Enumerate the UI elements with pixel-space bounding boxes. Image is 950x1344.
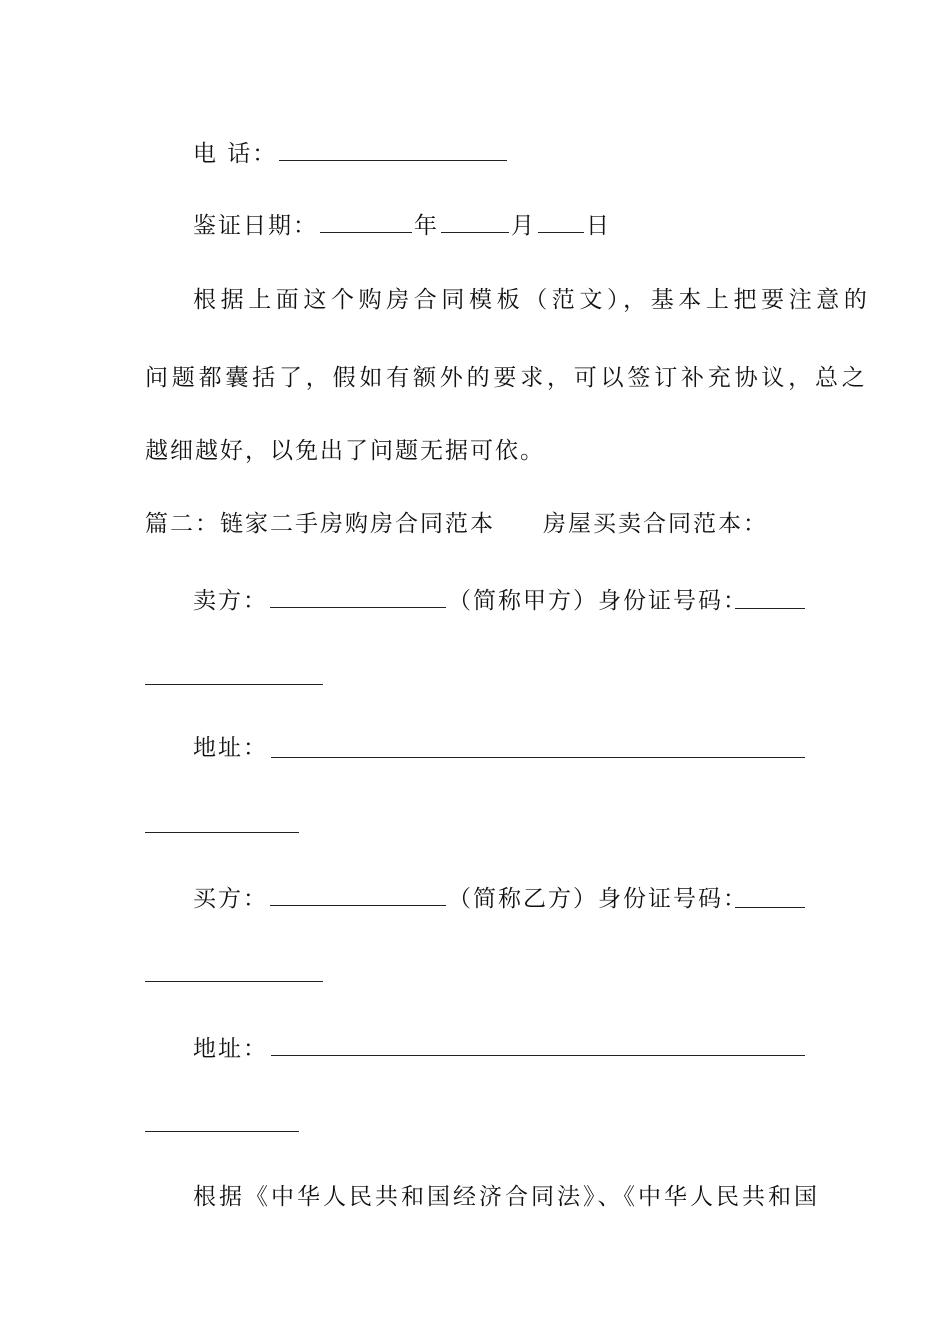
section2-subtitle: 房屋买卖合同范本： [543,511,768,537]
month-label: 月 [511,213,536,239]
verify-date-label: 鉴证日期： [193,213,318,239]
seller-address-blank-cont [145,832,299,833]
buyer-label: 买方： [193,886,268,912]
seller-address-blank [271,757,805,758]
day-blank [538,210,584,233]
buyer-address-blank-cont [145,1131,299,1132]
seller-line [193,585,748,616]
paragraph1-line1: 根据上面这个购房合同模板（范文），基本上把要注意的 [193,287,872,313]
phone-blank [279,138,507,161]
buyer-address-line [193,1034,268,1064]
phone-label: 电 话： [193,141,278,167]
seller-id-blank [735,608,805,609]
buyer-address-blank [271,1055,805,1056]
seller-id-blank-cont [145,684,323,685]
buyer-id-blank-cont [145,981,323,982]
buyer-id-blank [735,907,805,908]
seller-abbr: （简称甲方）身份证号码： [448,588,748,614]
paragraph1-line2: 问题都囊括了，假如有额外的要求，可以签订补充协议，总之 [145,365,869,391]
buyer-name-blank [270,883,446,906]
buyer-abbr: （简称乙方）身份证号码： [448,886,748,912]
seller-address-line [193,733,268,763]
paragraph1-line3: 越细越好，以免出了问题无据可依。 [145,438,545,464]
seller-label: 卖方： [193,588,268,614]
section2-title: 篇二：链家二手房购房合同范本 [145,511,495,537]
phone-line [193,138,509,169]
section2-heading [145,509,768,539]
buyer-line [193,883,748,914]
verify-date-line [193,210,611,241]
seller-address-label: 地址： [193,735,268,761]
month-blank [441,210,509,233]
buyer-address-label: 地址： [193,1036,268,1062]
seller-name-blank [270,585,446,608]
paragraph2-line1: 根据《中华人民共和国经济合同法》、《中华人民共和国 [193,1184,820,1210]
day-label: 日 [586,213,611,239]
year-label: 年 [414,213,439,239]
year-blank [320,210,412,233]
